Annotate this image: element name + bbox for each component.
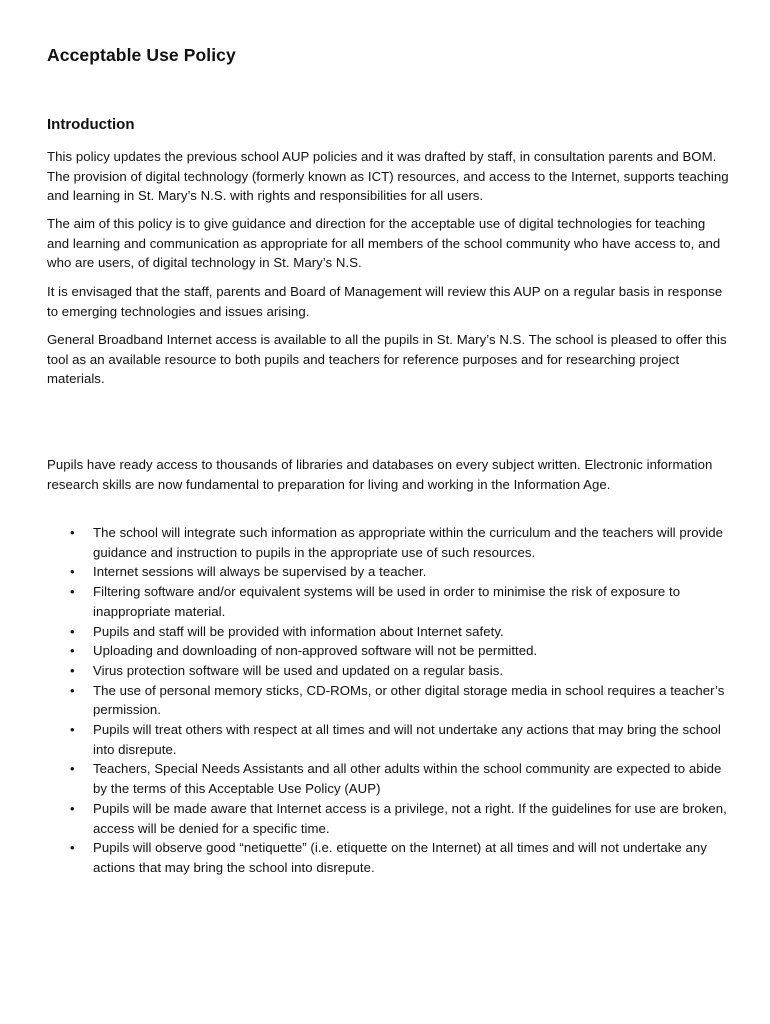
document-title: Acceptable Use Policy xyxy=(47,45,236,65)
bullet-icon: • xyxy=(70,564,75,580)
bullet-icon: • xyxy=(70,761,75,777)
paragraph-policy-aim: The aim of this policy is to give guidance and direction for the acceptable use of digital technologies for teaching and learning and communication as appropriate for all members of the school community who have access to, and who are users, of digital technology in St. Mary’s N.S. xyxy=(47,216,721,270)
bullet-item xyxy=(47,799,731,838)
bullet-text: Virus protection software will be used and updated on a regular basis. xyxy=(93,662,504,678)
bullet-icon: • xyxy=(70,525,75,540)
bullet-item xyxy=(47,562,731,582)
bullet-item xyxy=(47,622,731,642)
bullet-icon: • xyxy=(70,682,75,698)
bullet-icon: • xyxy=(70,840,75,856)
bullet-item xyxy=(47,720,731,759)
paragraph-policy-update: This policy updates the previous school AUP policies and it was drafted by staff, in consultation parents and BOM. The provision of digital technology (formerly known as ICT) resources, and access to the Internet, supports teaching and learning in St. Mary’s N.S. with rights and responsibilities for all users. xyxy=(47,149,729,203)
bullet-text: Teachers, Special Needs Assistants and all other adults within the school community are expected to abide by the terms of this Acceptable Use Policy (AUP) xyxy=(93,761,722,797)
bullet-text: Pupils and staff will be provided with information about Internet safety. xyxy=(93,623,504,639)
bullet-item xyxy=(47,582,731,621)
bullet-text: Filtering software and/or equivalent systems will be used in order to minimise the risk of exposure to inappropriate material. xyxy=(93,584,681,619)
paragraph-broadband-access: General Broadband Internet access is available to all the pupils in St. Mary’s N.S. The school is pleased to offer this tool as an available resource to both pupils and teachers for reference purposes and for researching project materials. xyxy=(47,332,727,386)
bullet-text: Pupils will be made aware that Internet access is a privilege, not a right. If the guidelines for use are broken, access will be denied for a specific time. xyxy=(93,800,727,836)
bullet-item xyxy=(47,661,731,681)
bullet-icon: • xyxy=(70,643,75,659)
bullet-text: Uploading and downloading of non-approved software will not be permitted. xyxy=(93,643,538,659)
bullet-icon: • xyxy=(70,584,75,600)
bullet-text: Internet sessions will always be supervised by a teacher. xyxy=(93,564,427,580)
bullet-icon: • xyxy=(70,662,75,678)
bullet-text: The school will integrate such information as appropriate within the curriculum and the teachers will provide guidance and instruction to pupils in the appropriate use of such resources. xyxy=(93,525,723,560)
rules-bullet-list xyxy=(47,523,731,878)
bullet-text: The use of personal memory sticks, CD-ROMs, or other digital storage media in school requires a teacher’s permission. xyxy=(93,682,725,718)
bullet-item xyxy=(47,838,731,877)
bullet-item xyxy=(47,759,731,798)
bullet-item xyxy=(47,641,731,661)
bullet-item xyxy=(47,681,731,720)
paragraph-research-access: Pupils have ready access to thousands of libraries and databases on every subject written. Electronic information research skills are now fundamental to preparation for living and working in the Information Age. xyxy=(47,457,713,492)
bullet-icon: • xyxy=(70,800,75,816)
bullet-item xyxy=(47,523,731,562)
bullet-text: Pupils will observe good “netiquette” (i.e. etiquette on the Internet) at all times and will not undertake any actions that may bring the school into disrepute. xyxy=(93,840,707,875)
paragraph-review: It is envisaged that the staff, parents and Board of Management will review this AUP on a regular basis in response to emerging technologies and issues arising. xyxy=(47,284,723,319)
bullet-icon: • xyxy=(70,722,75,738)
section-heading-introduction: Introduction xyxy=(47,116,135,133)
bullet-text: Pupils will treat others with respect at all times and will not undertake any actions that may bring the school into disrepute. xyxy=(93,722,721,757)
bullet-icon: • xyxy=(70,623,75,639)
